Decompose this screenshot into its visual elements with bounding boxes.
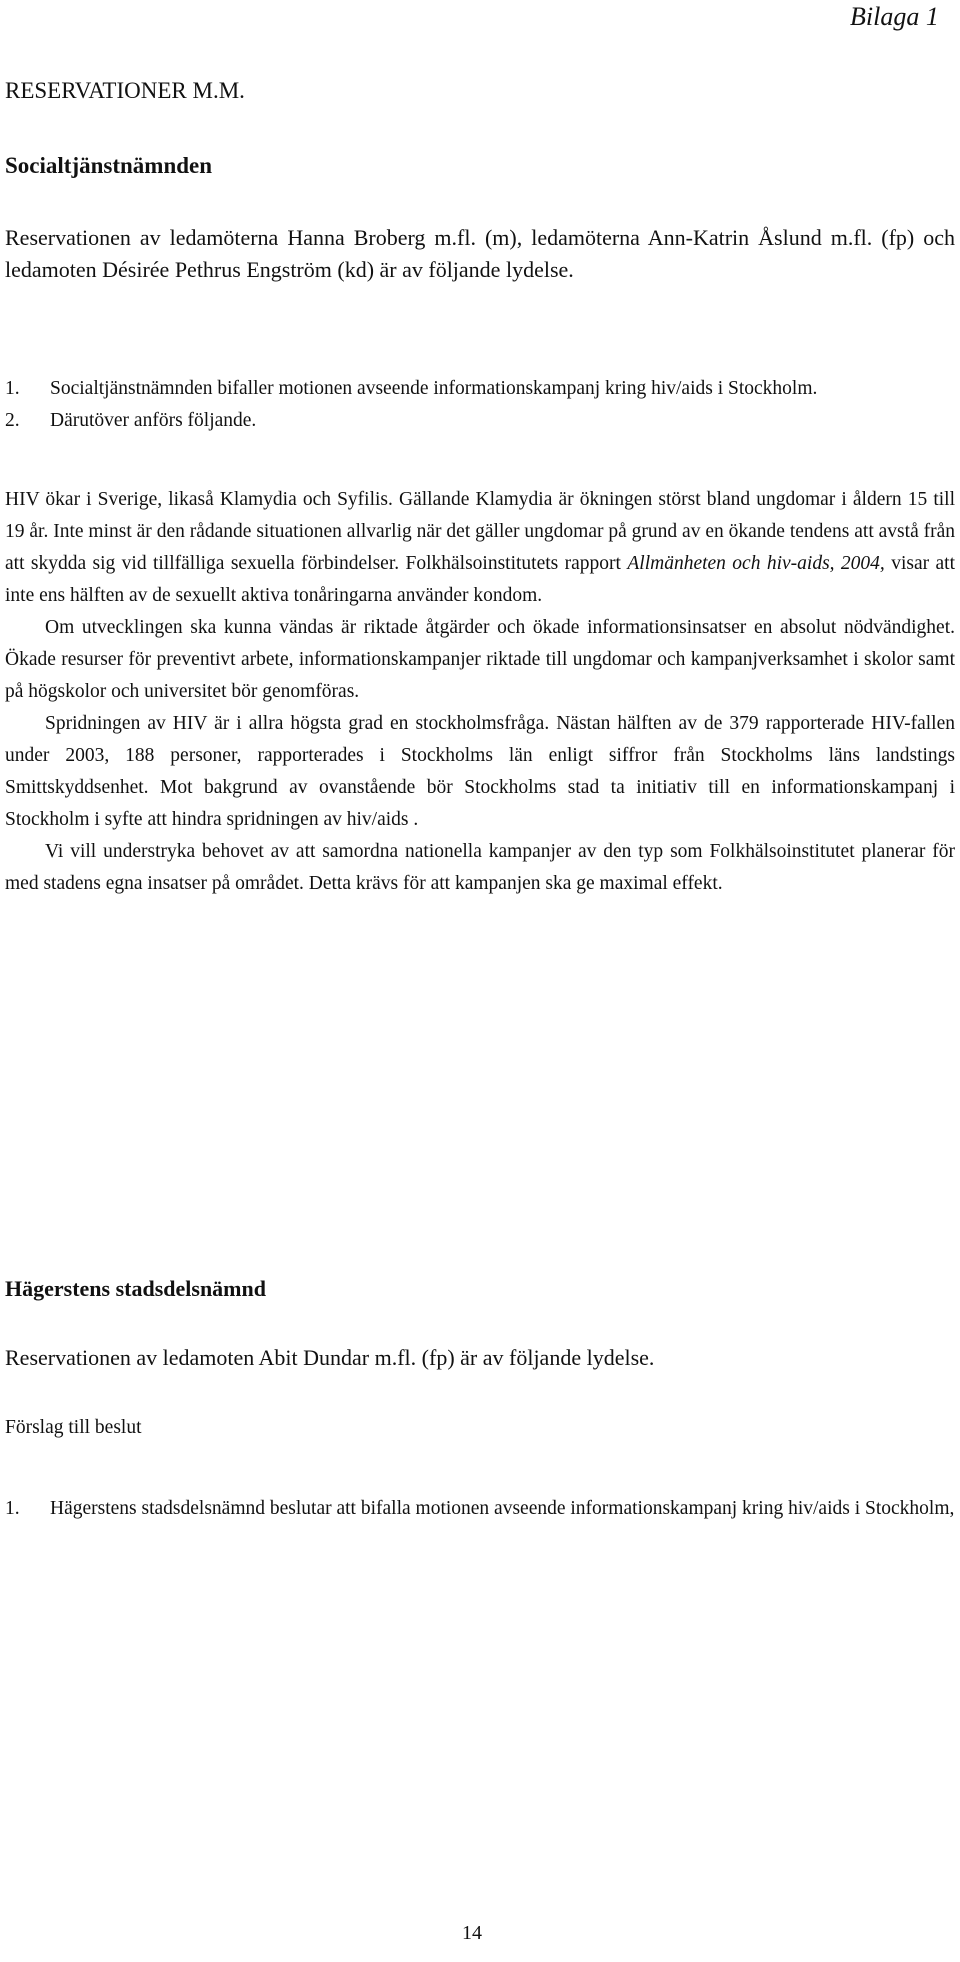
list-item-text: Socialtjänstnämnden bifaller motionen avseende informationskampanj kring hiv/aids i Stockholm.: [50, 378, 818, 399]
appendix-label: Bilaga 1: [850, 2, 939, 31]
section-heading-socialtjanstnamnden: Socialtjänstnämnden: [5, 153, 213, 178]
list-item-number: 1.: [5, 1498, 20, 1519]
list-item: [5, 373, 955, 405]
list-item-number: 1.: [5, 378, 20, 399]
list-item-number: 2.: [5, 410, 20, 431]
section-heading-hagerstens: Hägerstens stadsdelsnämnd: [5, 1276, 266, 1301]
reservation-intro: Reservationen av ledamöterna Hanna Broberg m.fl. (m), ledamöterna Ann-Katrin Åslund m.fl. (fp) och ledamoten Désirée Pethrus Engström (kd) är av följande lydelse.: [5, 225, 955, 282]
report-title: Allmänheten och hiv-aids, 2004,: [627, 553, 885, 574]
paragraph: Spridningen av HIV är i allra högsta grad en stockholmsfråga. Nästan hälften av de 379 rapporterade HIV-fallen under 2003, 188 personer, rapporterades i Stockholms län enligt siffror från Stockholms läns landstings Smittskyddsenhet. Mot bakgrund av ovanstående bör Stockholms stad ta initiativ till en informationskampanj i Stockholm i syfte att hindra spridningen av hiv/aids .: [5, 713, 955, 830]
proposal-label: Förslag till beslut: [5, 1417, 142, 1438]
paragraph: [5, 484, 955, 612]
paragraph-text: HIV ökar i Sverige, likaså Klamydia och Syfilis. Gällande Klamydia är ökningen störst bland ungdomar i åldern 15 till 19 år. Inte minst är den rådande situationen allvarlig när det gäller ungdomar på grund av en ökande tendens att avstå från att skydda sig vid tillfälliga sexuella förbindelser. Folkhälsoinstitutets rapport: [5, 489, 955, 574]
list-item-text: Därutöver anförs följande.: [50, 410, 257, 431]
page-title: RESERVATIONER M.M.: [5, 78, 245, 103]
paragraph-text: visar att inte ens hälften av de sexuellt aktiva tonåringarna använder kondom.: [5, 553, 955, 606]
paragraph: Om utvecklingen ska kunna vändas är riktade åtgärder och ökade informationsinsatser en absolut nödvändighet. Ökade resurser för preventivt arbete, informationskampanjer riktade till ungdomar och kampanjverksamhet i skolor samt på högskolor och universitet bör genomföras.: [5, 617, 955, 702]
decision-list: [5, 373, 955, 437]
page-number: 14: [462, 1922, 482, 1944]
list-item: [5, 405, 955, 437]
proposal-list: [5, 1493, 955, 1525]
reservation-statement: Reservationen av ledamoten Abit Dundar m.fl. (fp) är av följande lydelse.: [5, 1345, 655, 1370]
paragraph: Vi vill understryka behovet av att samordna nationella kampanjer av den typ som Folkhälsoinstitutet planerar för med stadens egna insatser på området. Detta krävs för att kampanjen ska ge maximal effekt.: [5, 841, 955, 894]
body-text: [5, 474, 955, 900]
list-item: [5, 1493, 955, 1525]
list-item-text: Hägerstens stadsdelsnämnd beslutar att bifalla motionen avseende informationskampanj kring hiv/aids i Stockholm,: [50, 1498, 955, 1519]
